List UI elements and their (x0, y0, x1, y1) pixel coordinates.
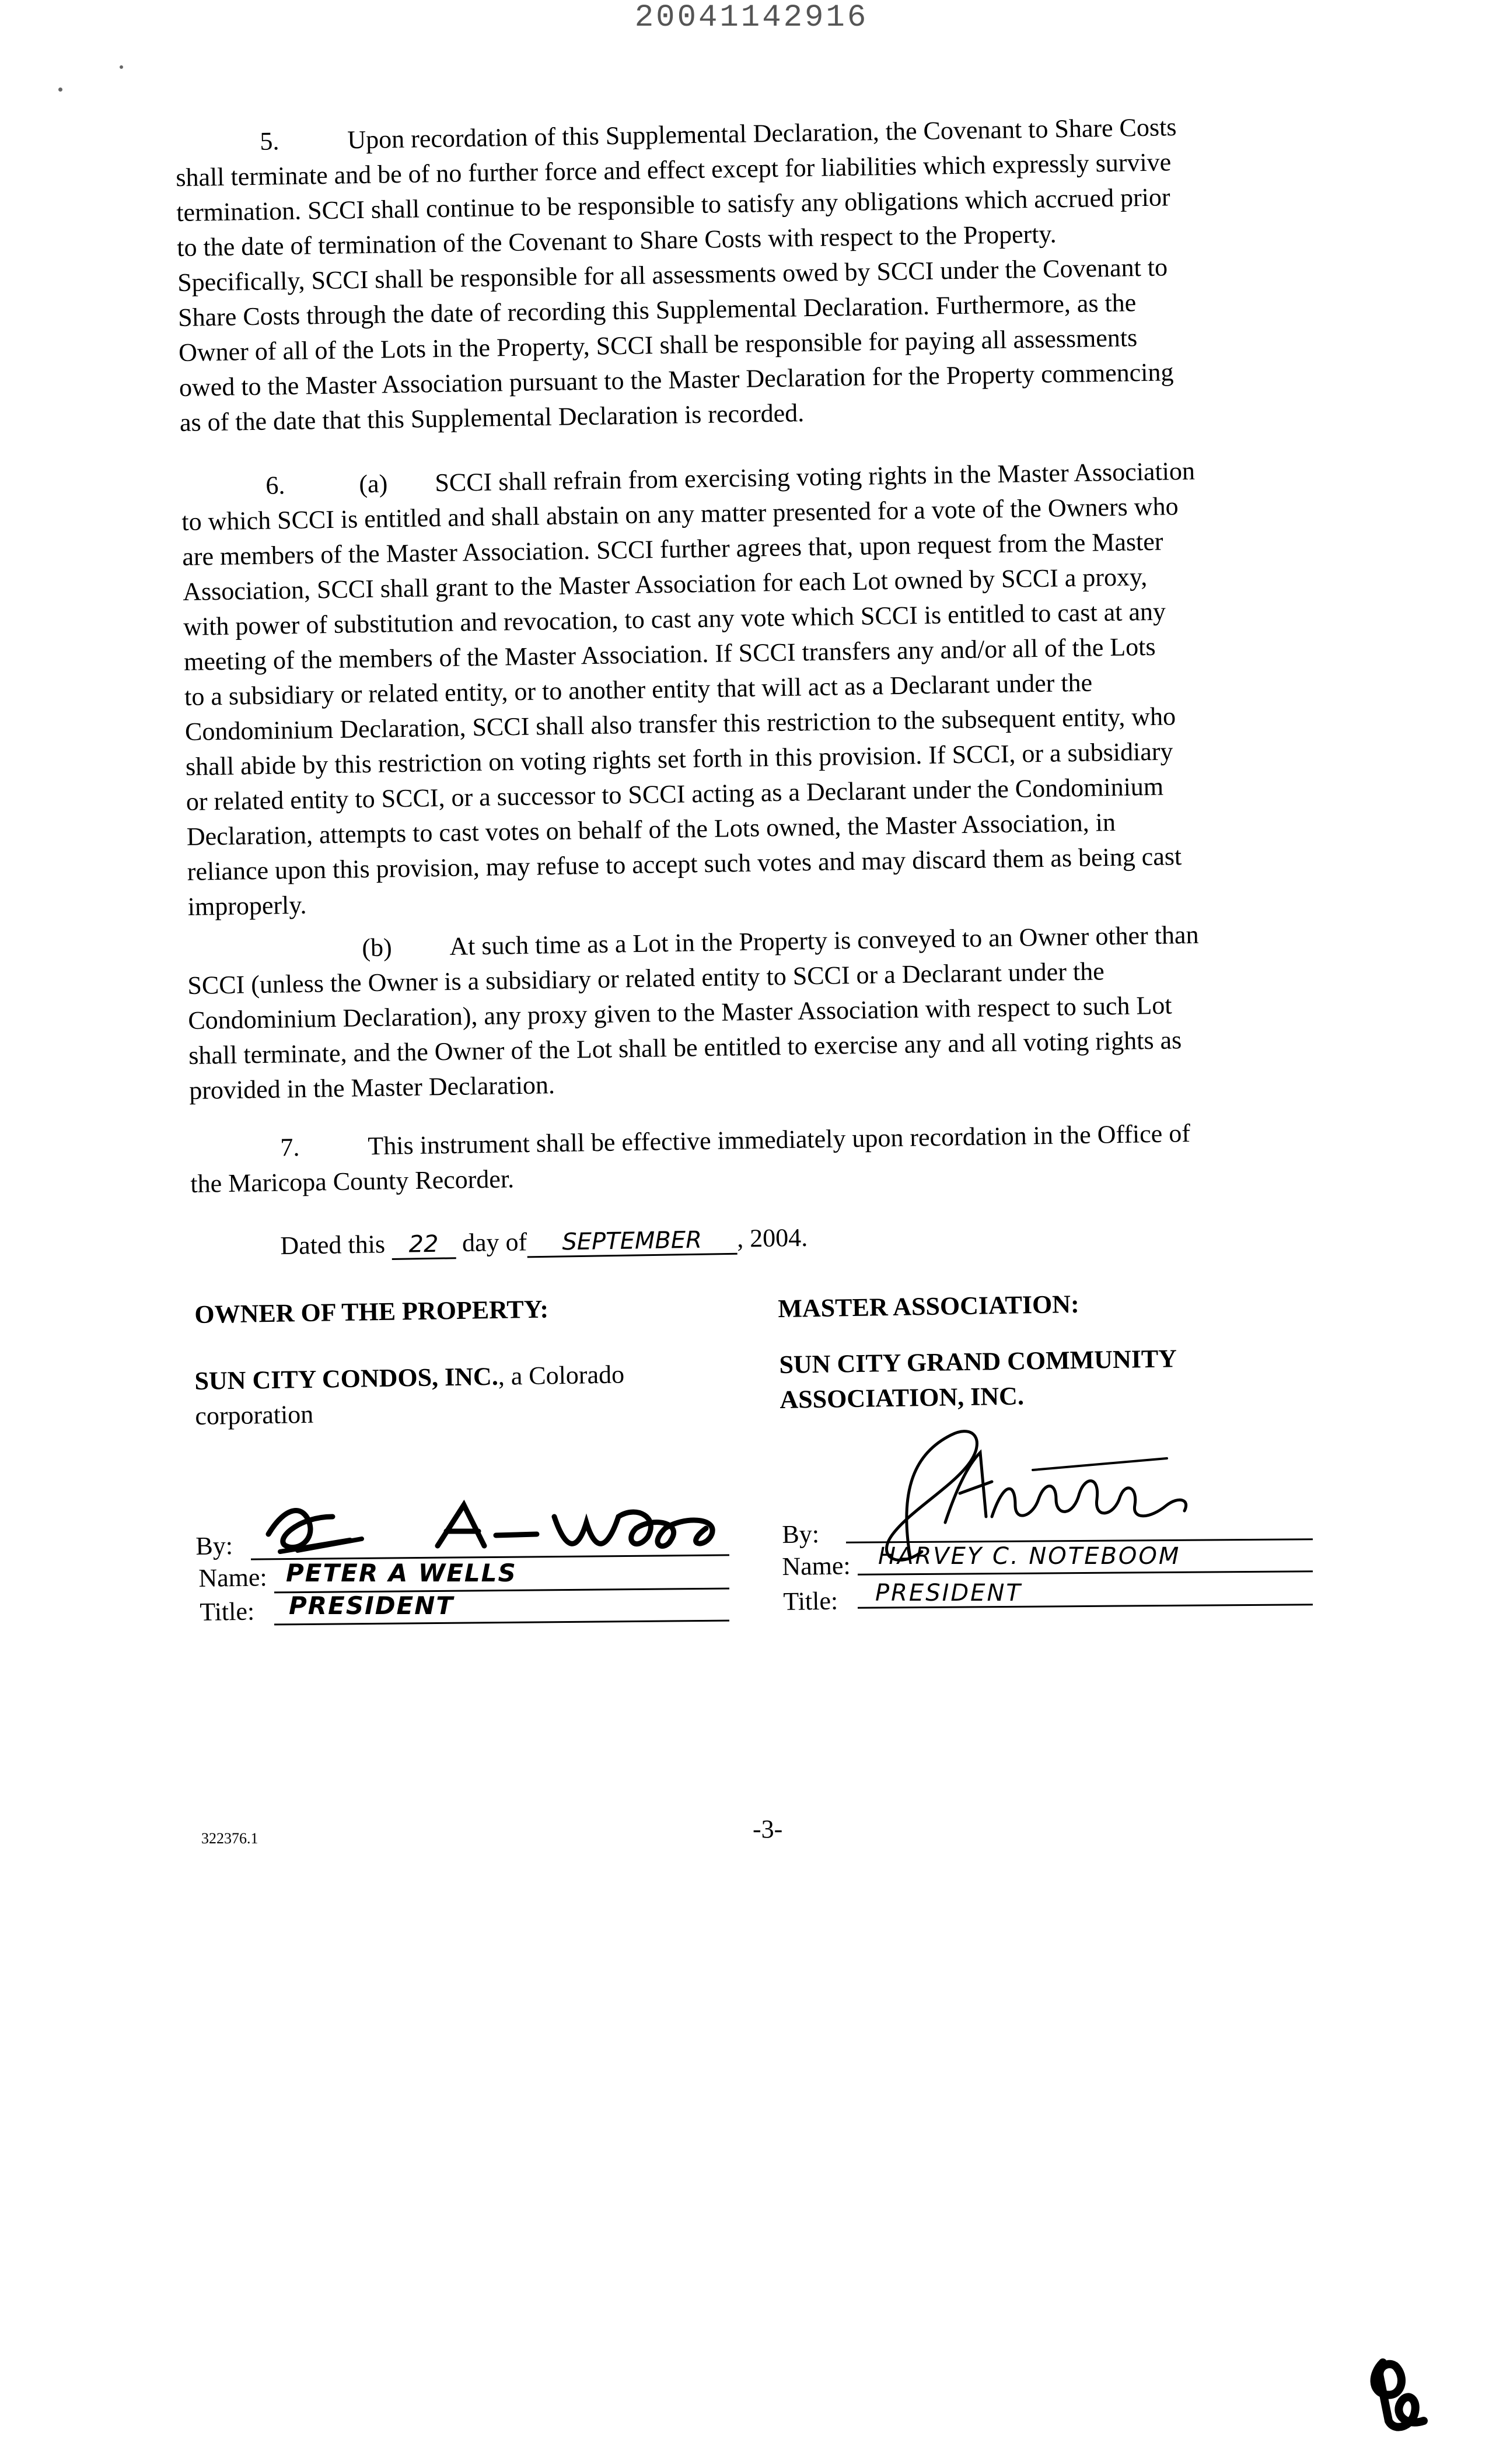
text-line: Declaration, attempts to cast votes on behalf of the Lots owned, the Master Association, in (186, 807, 1116, 851)
master-entity-line2: ASSOCIATION, INC. (780, 1381, 1025, 1414)
owner-name-label: Name: (198, 1563, 268, 1592)
text-line: Condominium Declaration, SCCI shall also transfer this restriction to the subsequent entity, who (184, 702, 1176, 746)
dated-day-field: 22 (392, 1230, 456, 1260)
document-id: 322376.1 (201, 1830, 258, 1847)
text-line: shall abide by this restriction on voting rights set forth in this provision. If SCCI, or a subsidiary (185, 737, 1173, 781)
owner-entity-line2: corporation (195, 1399, 314, 1430)
master-title-label: Title: (783, 1586, 838, 1616)
text-line: Condominium Declaration), any proxy given to the Master Association with respect to such Lot (187, 991, 1172, 1035)
master-by-label: By: (782, 1520, 820, 1549)
owner-entity (194, 1357, 625, 1434)
paragraph-6a (181, 452, 1329, 925)
text-line: as of the date that this Supplemental Declaration is recorded. (179, 398, 805, 437)
master-name-handwritten: HARVEY C. NOTEBOOM (878, 1543, 1181, 1570)
dated-prefix: Dated this (280, 1230, 386, 1260)
text-line: SCCI (unless the Owner is a subsidiary or related entity to SCCI or a Declarant under the (187, 957, 1105, 1000)
owner-title-line (274, 1620, 729, 1626)
scan-speck (58, 88, 62, 92)
dated-suffix: , 2004. (736, 1223, 808, 1253)
master-heading: MASTER ASSOCIATION: (778, 1289, 1080, 1323)
initials-mark (1359, 2351, 1435, 2438)
text-line: termination. SCCI shall continue to be responsible to satisfy any obligations which accrued prior (176, 183, 1170, 227)
text-line: the Maricopa County Recorder. (190, 1164, 515, 1198)
text-line: SCCI shall refrain from exercising voting rights in the Master Association (435, 456, 1196, 498)
owner-name-handwritten: PETER A WELLS (286, 1559, 517, 1587)
master-entity-line1: SUN CITY GRAND COMMUNITY (779, 1344, 1177, 1379)
paragraph-number: 7. (280, 1133, 300, 1162)
text-line: are members of the Master Association. SCCI further agrees that, upon request from the Master (181, 527, 1163, 571)
scan-speck (120, 65, 123, 69)
text-line: Upon recordation of this Supplemental Declaration, the Covenant to Share Costs (347, 113, 1177, 155)
text-line: to the date of termination of the Covenant to Share Costs with respect to the Property. (176, 219, 1057, 262)
text-line: reliance upon this provision, may refuse to accept such votes and may discard them as being cast (187, 842, 1182, 886)
dated-middle: day of (462, 1227, 527, 1258)
text-line: to a subsidiary or related entity, or to another entity that will act as a Declarant under the (184, 668, 1093, 711)
owner-entity-rest: , a Colorado (498, 1360, 625, 1391)
text-line: provided in the Master Declaration. (188, 1070, 555, 1105)
text-line: At such time as a Lot in the Property is conveyed to an Owner other than (449, 920, 1199, 961)
text-line: owed to the Master Association pursuant to the Master Declaration for the Property commencing (179, 358, 1174, 402)
text-line: to which SCCI is entitled and shall abstain on any matter presented for a vote of the Owners who (181, 492, 1179, 536)
subparagraph-label: (b) (362, 933, 393, 963)
owner-signature (263, 1482, 741, 1569)
master-entity (779, 1341, 1177, 1418)
owner-entity-name: SUN CITY CONDOS, INC. (194, 1362, 499, 1395)
paragraph-7 (190, 1114, 1331, 1202)
text-line: or related entity to SCCI, or a successor to SCCI acting as a Declarant under the Condominium (186, 772, 1164, 816)
text-line: meeting of the members of the Master Association. If SCCI transfers any and/or all of the Lots (183, 632, 1156, 676)
paragraph-6b (187, 915, 1327, 1108)
owner-heading: OWNER OF THE PROPERTY: (194, 1294, 549, 1329)
paragraph-number: 5. (260, 127, 279, 156)
text-line: shall terminate and be of no further force and effect except for liabilities which expressly survive (176, 148, 1172, 192)
recording-number: 20041142916 (634, 0, 869, 36)
dated-line (280, 1223, 808, 1262)
subparagraph-label: (a) (359, 469, 388, 499)
text-line: Owner of all of the Lots in the Property, SCCI shall be responsible for paying all assessments (178, 323, 1138, 367)
master-signature (840, 1418, 1190, 1575)
owner-title-label: Title: (200, 1597, 255, 1626)
paragraph-5 (175, 107, 1323, 440)
owner-by-label: By: (195, 1531, 233, 1560)
paragraph-number: 6. (265, 471, 285, 500)
text-line: This instrument shall be effective immediately upon recordation in the Office of (368, 1119, 1191, 1161)
text-line: improperly. (187, 890, 307, 921)
text-line: Share Costs through the date of recording this Supplemental Declaration. Furthermore, as the (177, 288, 1137, 332)
text-line: shall terminate, and the Owner of the Lot shall be entitled to exercise any and all voting rights as (188, 1026, 1182, 1070)
text-line: Specifically, SCCI shall be responsible for all assessments owed by SCCI under the Covenant to (177, 253, 1168, 297)
master-title-handwritten: PRESIDENT (875, 1580, 1022, 1606)
dated-month-field: SEPTEMBER (527, 1226, 737, 1258)
owner-title-handwritten: PRESIDENT (289, 1591, 455, 1620)
page-number: -3- (753, 1815, 783, 1843)
text-line: with power of substitution and revocation, to cast any vote which SCCI is entitled to cast at any (183, 597, 1166, 641)
master-name-label: Name: (782, 1551, 851, 1581)
text-line: Association, SCCI shall grant to the Master Association for each Lot owned by SCCI a proxy, (182, 562, 1148, 606)
